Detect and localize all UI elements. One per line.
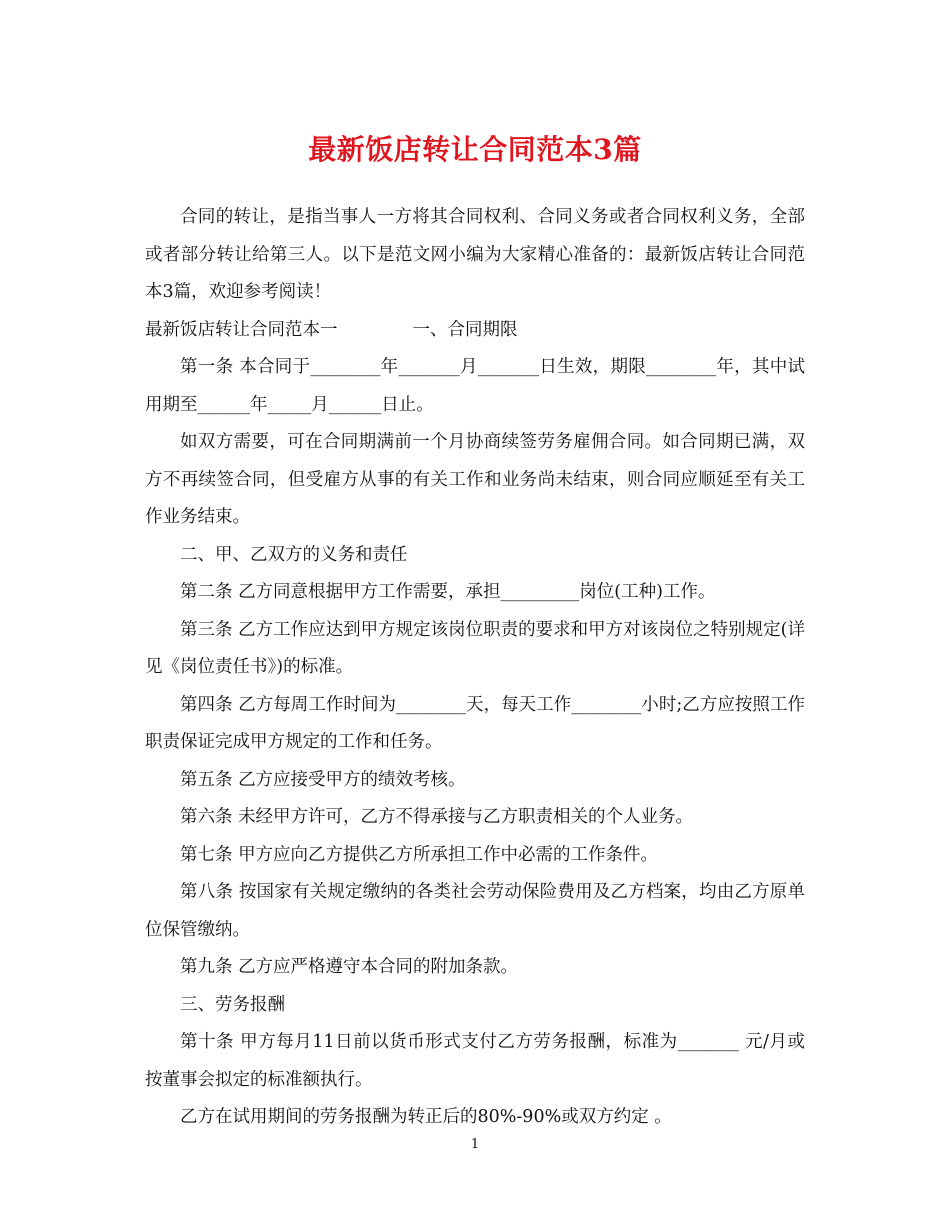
clause-10-paragraph: 第十条 甲方每月11日前以货币形式支付乙方劳务报酬，标准为_______ 元/月或按董事会拟定的标准额执行。 [145, 1032, 805, 1090]
document-title: 最新饭店转让合同范本3篇 [308, 133, 642, 166]
section-2-heading: 二、甲、乙双方的义务和责任 [180, 544, 408, 565]
page-number: 1 [470, 1137, 480, 1152]
renewal-paragraph: 如双方需要，可在合同期满前一个月协商续签劳务雇佣合同。如合同期已满，双方不再续签合同，但受雇方从事的有关工作和业务尚未结束，则合同应顺延至有关工作业务结束。 [145, 432, 805, 527]
clause-2-paragraph: 第二条 乙方同意根据甲方工作需要，承担_________岗位(工种)工作。 [180, 582, 716, 602]
clause-4-paragraph: 第四条 乙方每周工作时间为________天，每天工作________小时;乙方应按照工作职责保证完成甲方规定的工作和任务。 [145, 694, 805, 752]
clause-7-paragraph: 第七条 甲方应向乙方提供乙方所承担工作中必需的工作条件。 [180, 844, 659, 865]
section-heading-line [145, 312, 805, 350]
section-heading: 一、合同期限 [412, 319, 518, 340]
clause-9-paragraph: 第九条 乙方应严格遵守本合同的附加条款。 [180, 957, 519, 977]
section-label: 最新饭店转让合同范本一 [145, 319, 338, 340]
clause-8-paragraph: 第八条 按国家有关规定缴纳的各类社会劳动保险费用及乙方档案，均由乙方原单位保管缴纳。 [145, 882, 805, 940]
clause-3-paragraph: 第三条 乙方工作应达到甲方规定该岗位职责的要求和甲方对该岗位之特别规定(详见《岗位责任书》)的标准。 [145, 619, 805, 677]
clause-1-paragraph: 第一条 本合同于________年_______月_______日生效，期限________年，其中试用期至______年_____月______日止。 [145, 357, 805, 415]
clause-6-paragraph: 第六条 未经甲方许可，乙方不得承接与乙方职责相关的个人业务。 [180, 807, 694, 827]
document-body [145, 199, 805, 1137]
section-3-heading: 三、劳务报酬 [180, 994, 285, 1015]
probation-pay-paragraph: 乙方在试用期间的劳务报酬为转正后的80%-90%或双方约定 。 [180, 1107, 672, 1127]
intro-paragraph: 合同的转让，是指当事人一方将其合同权利、合同义务或者合同权利义务，全部或者部分转让给第三人。以下是范文网小编为大家精心准备的：最新饭店转让合同范本3篇，欢迎参考阅读！ [145, 207, 805, 302]
clause-5-paragraph: 第五条 乙方应接受甲方的绩效考核。 [180, 769, 466, 790]
